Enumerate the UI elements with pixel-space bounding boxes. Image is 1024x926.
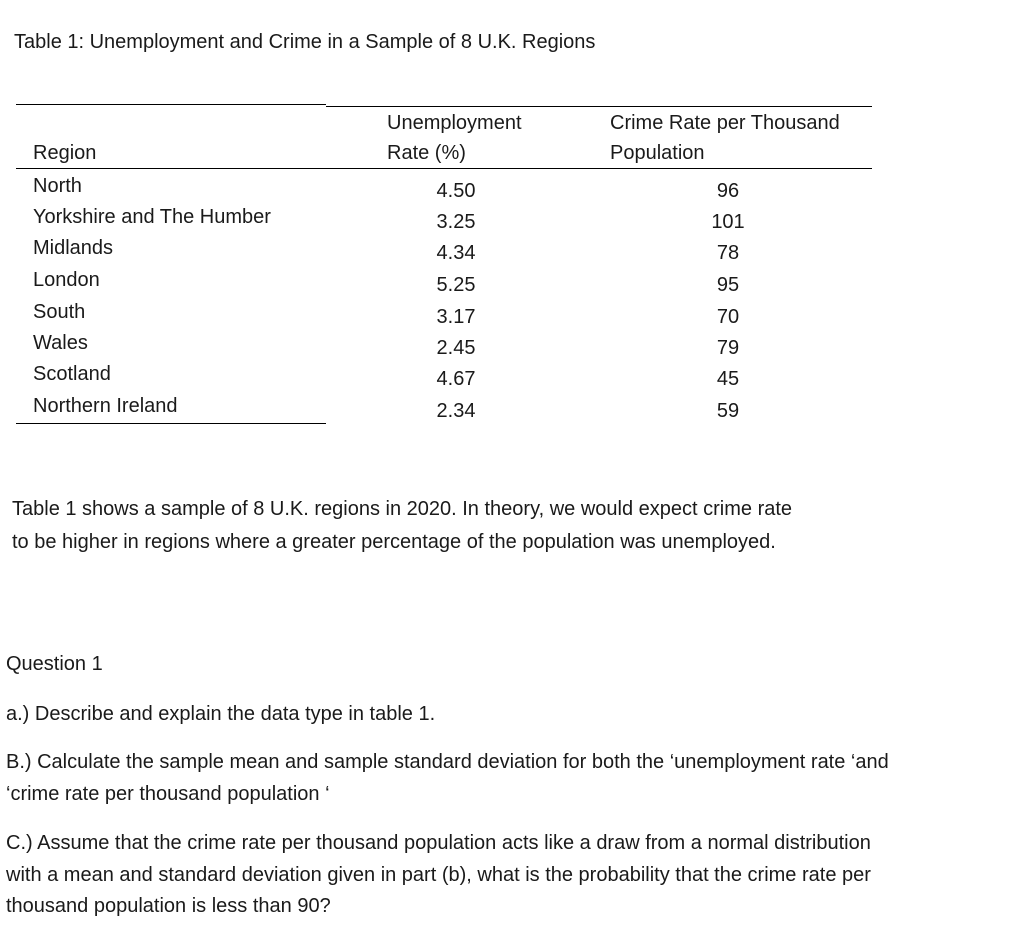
table-header-rule: [16, 168, 872, 169]
question-b-line-2: ‘crime rate per thousand population ‘: [6, 783, 330, 805]
question-c-line-1: C.) Assume that the crime rate per thousand population acts like a draw from a normal distribution: [6, 832, 871, 854]
cell-crime: 96: [716, 180, 740, 202]
cell-crime: 59: [716, 400, 740, 422]
cell-crime: 78: [716, 242, 740, 264]
cell-crime: 79: [716, 337, 740, 359]
cell-crime: 70: [716, 306, 740, 328]
paragraph-line-2: to be higher in regions where a greater percentage of the population was unemployed.: [12, 531, 776, 553]
cell-region: Yorkshire and The Humber: [33, 206, 271, 228]
question-c-line-3: thousand population is less than 90?: [6, 895, 331, 917]
table-top-rule-right: [326, 106, 872, 107]
cell-region: London: [33, 269, 100, 291]
cell-crime: 101: [711, 211, 745, 233]
cell-unemployment: 4.67: [436, 368, 476, 390]
cell-region: Midlands: [33, 237, 114, 259]
cell-crime: 95: [716, 274, 740, 296]
header-unemployment-line2: Rate (%): [387, 142, 466, 164]
cell-unemployment: 5.25: [436, 274, 476, 296]
cell-unemployment: 2.45: [436, 337, 476, 359]
cell-unemployment: 4.34: [436, 242, 476, 264]
cell-crime: 45: [716, 368, 740, 390]
cell-region: Northern Ireland: [33, 395, 178, 417]
question-a: a.) Describe and explain the data type in table 1.: [6, 703, 436, 725]
header-crime-line1: Crime Rate per Thousand: [610, 112, 840, 134]
paragraph-line-1: Table 1 shows a sample of 8 U.K. regions in 2020. In theory, we would expect crime rate: [12, 498, 793, 520]
cell-unemployment: 3.25: [436, 211, 476, 233]
header-crime-line2: Population: [610, 142, 705, 164]
table-bottom-rule: [16, 423, 326, 424]
table-title: Table 1: Unemployment and Crime in a Sample of 8 U.K. Regions: [14, 31, 596, 53]
header-region: Region: [33, 142, 97, 164]
cell-unemployment: 4.50: [436, 180, 476, 202]
question-c-line-2: with a mean and standard deviation given in part (b), what is the probability that the crime rate per: [6, 864, 871, 886]
cell-region: Scotland: [33, 363, 111, 385]
cell-unemployment: 3.17: [436, 306, 476, 328]
cell-region: South: [33, 301, 86, 323]
cell-unemployment: 2.34: [436, 400, 476, 422]
header-unemployment-line1: Unemployment: [387, 112, 522, 134]
cell-region: Wales: [33, 332, 88, 354]
table-top-rule-left: [16, 104, 326, 105]
question-heading: Question 1: [6, 653, 103, 675]
question-b-line-1: B.) Calculate the sample mean and sample standard deviation for both the ‘unemployment rate ‘and: [6, 751, 889, 773]
cell-region: North: [33, 175, 82, 197]
